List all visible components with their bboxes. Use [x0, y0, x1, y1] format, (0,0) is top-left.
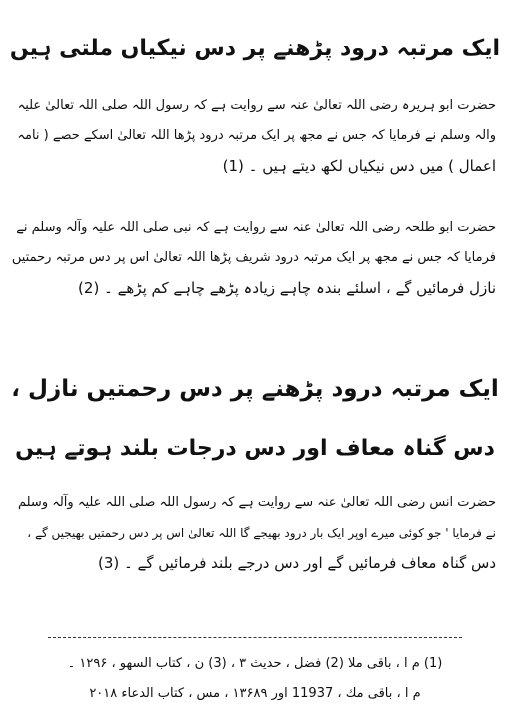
footnote-line: م ا ، باقی مك ، 11937 اور ۱۳۶۸۹ ، مس ، کتاب الدعاء ۲۰۱۸ — [89, 686, 421, 701]
paragraph-line: دس گناہ معاف فرمائیں گے اور دس درجے بلند فرمائیں گے ۔ (3) — [97, 554, 496, 572]
footnote-divider — [48, 637, 462, 638]
paragraph-anas — [12, 488, 496, 578]
heading-ten-mercies: ایک مرتبہ درود پڑھنے پر دس رحمتیں نازل ، — [11, 376, 499, 402]
paragraph-line: نے فرمایا ' جو کوئی میرے اوپر ایک بار درود بھیجے گا اللہ تعالیٰ اس پر دس رحمتیں بھیجیں گے ، — [27, 526, 496, 540]
paragraph-line: نازل فرمائیں گے ، اسلئے بندہ چاہے زیادہ پڑھے چاہے کم پڑھے ۔ (2) — [78, 279, 496, 297]
paragraph-line: والہ وسلم نے فرمایا کہ جس نے مجھ پر ایک مرتبہ درود پڑھا اللہ تعالیٰ اسکے حصے ( نامہ — [17, 128, 496, 143]
paragraph-line: حضرت ابو ہریرہ رضی اللہ تعالیٰ عنہ سے روایت ہے کہ رسول اللہ صلی اللہ تعالیٰ علیہ — [17, 98, 496, 113]
paragraph-line: فرمایا کہ جس نے مجھ پر ایک مرتبہ درود شریف پڑھا اللہ تعالیٰ اس پر دس مرتبہ رحمتیں — [12, 250, 496, 265]
heading-durood-ten-virtues: ایک مرتبہ درود پڑھنے پر دس نیکیاں ملتی ہیں — [9, 36, 500, 61]
paragraph-line: حضرت انس رضی اللہ تعالیٰ عنہ سے روایت ہے کہ رسول اللہ صلی اللہ علیہ وآلہ وسلم — [17, 495, 496, 510]
footnote-line: (1) م ا ، باقی ملا (2) فضل ، حدیث ۳ ، (3) ن ، کتاب السهو ، ۱۲۹۶ ۔ — [67, 656, 443, 671]
paragraph-line: اعمال ) میں دس نیکیاں لکھ دیتے ہیں ۔ (1) — [222, 157, 496, 175]
paragraph-line: حضرت ابو طلحہ رضی اللہ تعالیٰ عنہ سے روایت ہے کہ نبی صلی اللہ علیہ وآلہ وسلم نے — [16, 220, 496, 235]
paragraph-abu-talha — [12, 213, 496, 303]
paragraph-abu-hurairah — [12, 91, 496, 181]
heading-ten-sins-forgiven: دس گناہ معاف اور دس درجات بلند ہوتے ہیں — [15, 436, 495, 461]
